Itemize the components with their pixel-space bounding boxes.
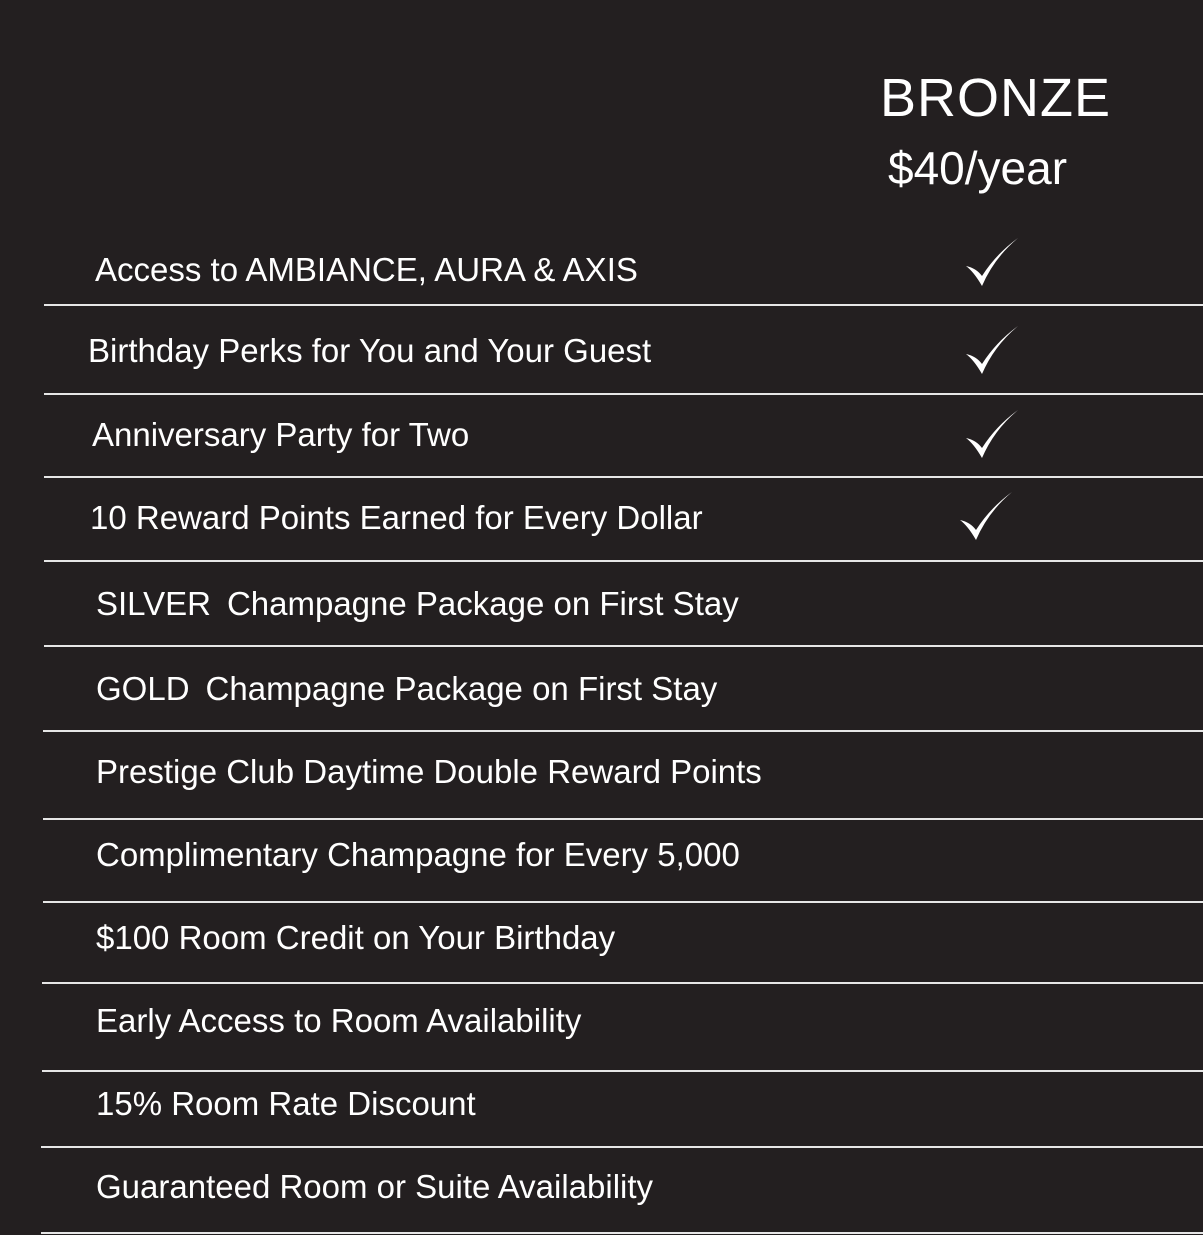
feature-label: Birthday Perks for You and Your Guest <box>88 332 652 369</box>
check-mark-icon <box>960 236 1020 292</box>
row-divider <box>41 1146 1203 1148</box>
feature-text: Champagne Package on First Stay <box>226 585 739 622</box>
row-divider <box>43 818 1203 820</box>
row-divider <box>44 393 1203 395</box>
feature-label <box>96 584 739 624</box>
row-divider <box>42 982 1203 984</box>
row-divider <box>44 476 1203 478</box>
tier-prefix: SILVER <box>96 585 211 622</box>
row-divider <box>42 1070 1203 1072</box>
check-mark-icon <box>960 408 1020 464</box>
feature-label <box>96 669 717 709</box>
row-divider <box>44 560 1203 562</box>
feature-label: Prestige Club Daytime Double Reward Points <box>96 753 762 790</box>
feature-label: Access to AMBIANCE, AURA & AXIS <box>95 251 638 288</box>
row-divider <box>41 1232 1203 1234</box>
row-divider <box>44 645 1203 647</box>
feature-label: 10 Reward Points Earned for Every Dollar <box>90 499 703 536</box>
feature-label: Early Access to Room Availability <box>96 1002 582 1039</box>
feature-label: Complimentary Champagne for Every 5,000 <box>96 836 740 873</box>
check-mark-icon <box>954 490 1014 546</box>
tier-prefix: GOLD <box>96 670 190 707</box>
row-divider <box>43 901 1203 903</box>
feature-label: Guaranteed Room or Suite Availability <box>96 1168 654 1205</box>
tier-name: BRONZE <box>880 68 1112 128</box>
row-divider <box>44 304 1203 306</box>
feature-label: Anniversary Party for Two <box>92 416 470 453</box>
row-divider <box>43 730 1203 732</box>
feature-label: $100 Room Credit on Your Birthday <box>96 919 616 956</box>
check-mark-icon <box>960 324 1020 380</box>
tier-price: $40/year <box>888 142 1068 194</box>
feature-text: Champagne Package on First Stay <box>205 670 718 707</box>
feature-label: 15% Room Rate Discount <box>96 1085 476 1122</box>
